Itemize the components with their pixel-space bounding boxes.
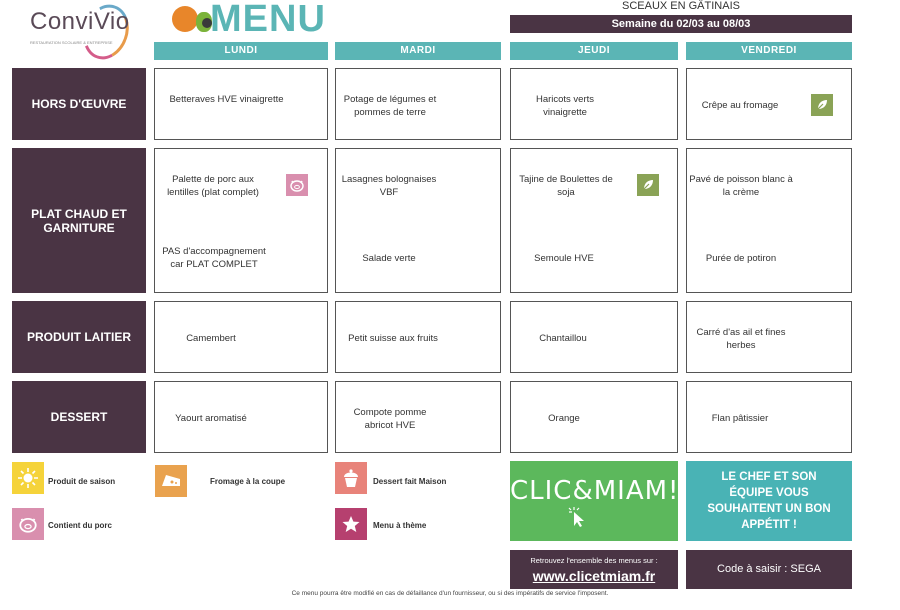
dish-text: Camembert (186, 333, 236, 344)
dish-text: Orange (548, 413, 580, 424)
dish-text: Yaourt aromatisé (175, 413, 247, 424)
side-dish-text: Semoule HVE (534, 253, 594, 264)
legend-theme: Menu à thème (373, 521, 427, 530)
produit-de-saison-icon (811, 94, 833, 116)
dish-text: Compote pomme abricot HVE (353, 407, 427, 431)
row-header-hors-doeuvre: HORS D'ŒUVRE (12, 68, 146, 140)
menu-cell (335, 68, 501, 140)
cupcake-icon (335, 462, 367, 494)
menu-cell (510, 68, 678, 140)
side-dish-text: PAS d'accompagnement car PLAT COMPLET (162, 246, 266, 270)
pork-icon (286, 174, 308, 196)
menu-cell (686, 301, 852, 373)
row-header-produit-laitier: PRODUIT LAITIER (12, 301, 146, 373)
dish-text: Petit suisse aux fruits (348, 333, 438, 344)
dish-text: Betteraves HVE vinaigrette (169, 94, 284, 105)
chef-message-text: LE CHEF ET SON ÉQUIPE VOUS SOUHAITENT UN BON APPÉTIT ! (707, 471, 831, 531)
sun-icon (12, 462, 44, 494)
menu-cell (335, 301, 501, 373)
menu-cell (686, 148, 852, 293)
menu-cell (510, 148, 678, 293)
day-header-lundi: LUNDI (154, 42, 328, 60)
legend-dessert: Dessert fait Maison (373, 477, 447, 486)
dish-text: Lasagnes bolognaises VBF (341, 174, 437, 198)
dish-text: Crêpe au fromage (701, 100, 779, 111)
cursor-icon (565, 506, 591, 533)
fruit-mascot-icon (172, 6, 198, 32)
legend-porc: Contient du porc (48, 521, 112, 530)
menu-cell (686, 381, 852, 453)
pork-icon (12, 508, 44, 540)
footer-disclaimer: Ce menu pourra être modifié en cas de défaillance d'un fournisseur, ou si des impératifs de service l'imposent. (291, 590, 609, 597)
dish-text: Potage de légumes et pommes de terre (343, 94, 437, 118)
chef-message (686, 461, 852, 541)
menu-cell (335, 148, 501, 293)
menu-cell (510, 301, 678, 373)
produit-de-saison-icon (637, 174, 659, 196)
menu-title: MENU (210, 0, 326, 40)
code-box: Code à saisir : SEGA (686, 550, 852, 589)
menu-cell (335, 381, 501, 453)
menu-cell (154, 68, 328, 140)
dish-text: Pavé de poisson blanc à la crème (689, 174, 793, 198)
logo: ConviVio (30, 8, 130, 35)
website-box (510, 550, 678, 589)
retrouvez-text: Retrouvez l'ensemble des menus sur : (530, 556, 658, 565)
menu-cell (154, 148, 328, 293)
row-header-plat-chaud: PLAT CHAUD ET GARNITURE (12, 148, 146, 293)
day-header-mardi: MARDI (335, 42, 501, 60)
menu-cell (510, 381, 678, 453)
star-icon (335, 508, 367, 540)
dish-text: Palette de porc aux lentilles (plat complet) (167, 174, 259, 198)
logo-subtitle: RESTAURATION SCOLAIRE & ENTREPRISE (30, 40, 113, 45)
dish-text: Carré d'as ail et fines herbes (696, 327, 786, 351)
website-link[interactable]: www.clicetmiam.fr (532, 568, 656, 584)
week-banner: Semaine du 02/03 au 08/03 (510, 15, 852, 33)
menu-cell (686, 68, 852, 140)
dish-text: Haricots verts vinaigrette (535, 94, 595, 118)
clic-et-miam-banner[interactable]: CLIC&MIAM! (510, 461, 678, 541)
legend-saison: Produit de saison (48, 477, 116, 486)
dish-text: Chantaillou (539, 333, 587, 344)
dish-text: Flan pâtissier (711, 413, 769, 424)
menu-cell (154, 301, 328, 373)
side-dish-text: Purée de potiron (705, 253, 777, 264)
cheese-icon (155, 465, 187, 497)
dish-text: Tajine de Boulettes de soja (519, 174, 613, 198)
side-dish-text: Salade verte (362, 253, 416, 264)
school-name: SCEAUX EN GÂTINAIS (622, 0, 740, 12)
legend-fromage: Fromage à la coupe (210, 477, 286, 486)
menu-cell (154, 381, 328, 453)
day-header-vendredi: VENDREDI (686, 42, 852, 60)
row-header-dessert: DESSERT (12, 381, 146, 453)
day-header-jeudi: JEUDI (510, 42, 678, 60)
